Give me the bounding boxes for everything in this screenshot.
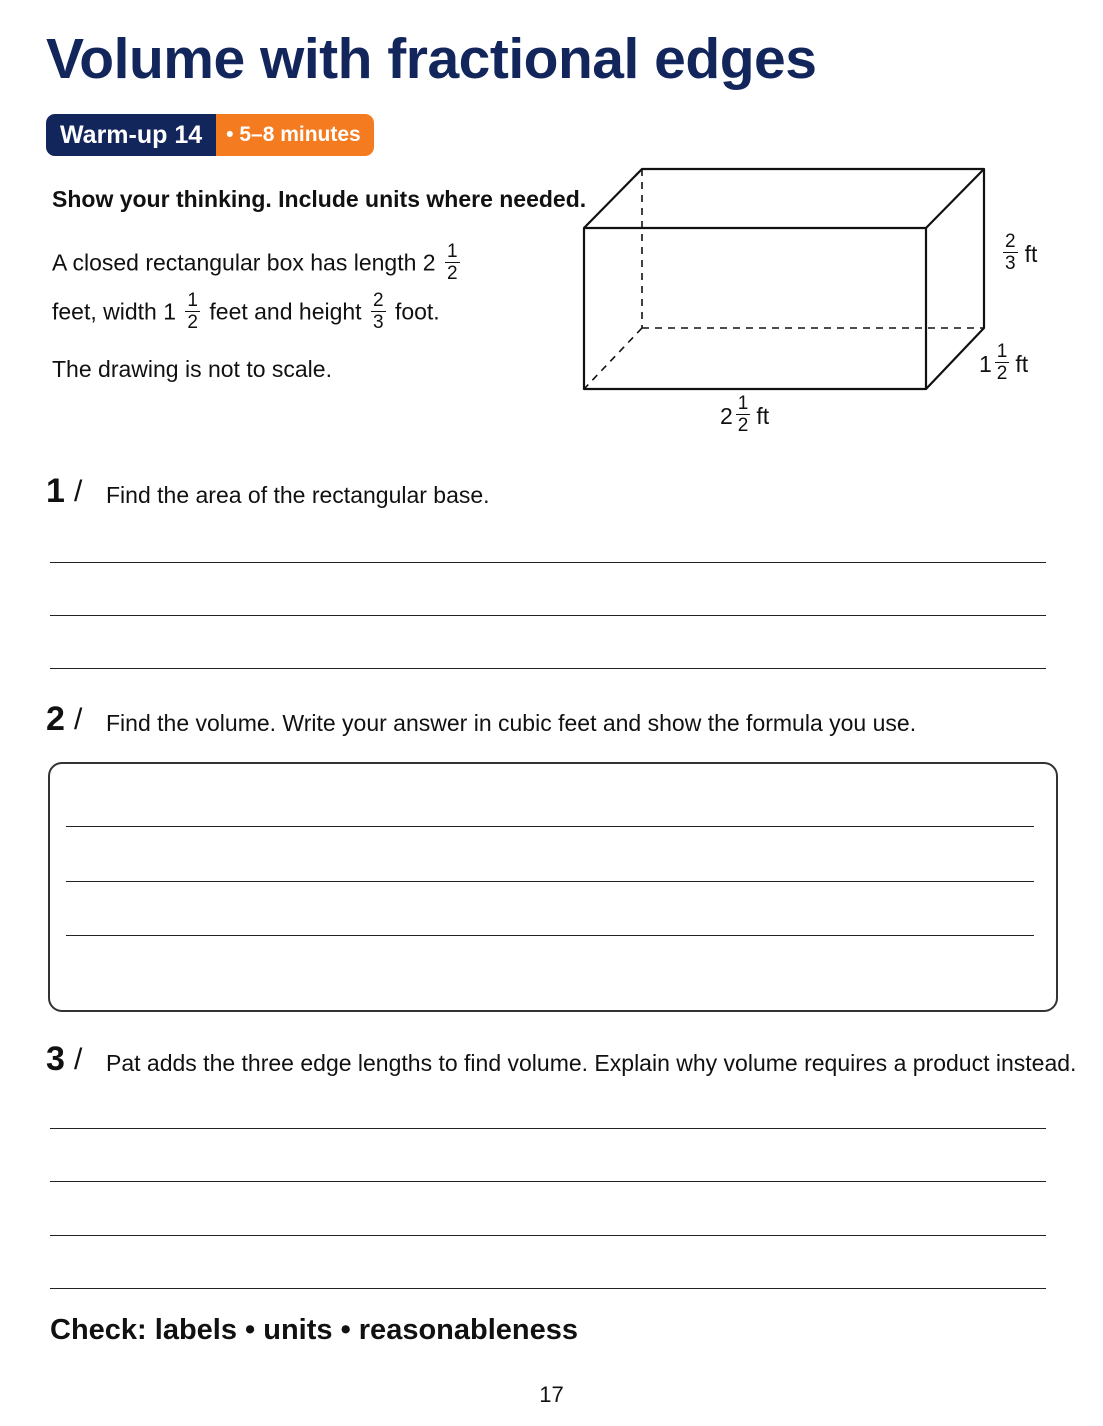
box-front-face: [584, 228, 926, 389]
height-label-fraction: [1003, 232, 1018, 273]
question-1-text: Find the area of the rectangular base.: [106, 482, 490, 508]
question-2-number: 2: [46, 700, 65, 738]
box-right-edges: [926, 169, 984, 389]
length-label: [720, 393, 770, 437]
answer-line[interactable]: [50, 1181, 1046, 1182]
fraction-numerator: 1: [187, 290, 198, 311]
width-label: [979, 341, 1029, 385]
unit-label: ft: [756, 403, 770, 429]
answer-line[interactable]: [66, 826, 1034, 827]
page-number: 17: [539, 1382, 564, 1407]
length-label-fraction: [736, 394, 751, 435]
whole-number: 2: [720, 403, 733, 429]
fraction-numerator: 2: [372, 290, 384, 311]
box-diagram: [0, 0, 1103, 460]
problem-text: A closed rectangular box has length 2: [52, 249, 436, 276]
warmup-label: Warm-up 14: [46, 114, 216, 156]
fraction-denominator: 2: [996, 363, 1008, 384]
question-divider: /: [74, 1043, 83, 1076]
fraction-numerator: 1: [996, 341, 1008, 362]
height-label: [1000, 231, 1038, 275]
problem-text: foot.: [394, 298, 440, 325]
answer-line[interactable]: [50, 1288, 1046, 1289]
answer-line[interactable]: [50, 562, 1046, 563]
unit-label: ft: [1015, 351, 1029, 377]
hidden-depth-edge: [584, 328, 642, 389]
answer-line[interactable]: [50, 615, 1046, 616]
question-divider: /: [74, 703, 83, 736]
question-2-text: Find the volume. Write your answer in cubic feet and show the formula you use.: [106, 710, 917, 736]
question-1-number: 1: [46, 472, 65, 510]
question-divider: /: [74, 475, 83, 508]
fraction-denominator: 3: [372, 312, 384, 333]
width-label-fraction: [995, 342, 1010, 383]
answer-line[interactable]: [50, 668, 1046, 669]
answer-line[interactable]: [66, 881, 1034, 882]
instructions: Show your thinking. Include units where needed.: [52, 186, 587, 212]
problem-text: feet, width 1: [52, 298, 177, 325]
check-reminder: Check: labels • units • reasonableness: [50, 1314, 579, 1346]
answer-box[interactable]: [48, 762, 1058, 1012]
unit-label: ft: [1024, 241, 1038, 267]
fraction-denominator: 2: [187, 312, 198, 333]
answer-line[interactable]: [50, 1128, 1046, 1129]
fraction-denominator: 3: [1005, 253, 1016, 274]
fraction-numerator: 2: [1005, 231, 1016, 252]
question-3-number: 3: [46, 1040, 65, 1078]
time-estimate: • 5–8 minutes: [216, 114, 374, 156]
problem-line-3: The drawing is not to scale.: [52, 356, 332, 382]
fraction-denominator: 2: [446, 263, 458, 284]
answer-line[interactable]: [50, 1235, 1046, 1236]
box-top-face: [584, 169, 984, 228]
problem-text: feet and height: [209, 298, 362, 325]
fraction-numerator: 1: [446, 241, 458, 262]
answer-line[interactable]: [66, 935, 1034, 936]
whole-number: 1: [979, 351, 992, 377]
question-3-text: Pat adds the three edge lengths to find volume. Explain why volume requires a product instead.: [106, 1050, 1077, 1076]
fraction-numerator: 1: [737, 393, 749, 414]
fraction-denominator: 2: [737, 415, 749, 436]
page-title: Volume with fractional edges: [46, 27, 817, 91]
